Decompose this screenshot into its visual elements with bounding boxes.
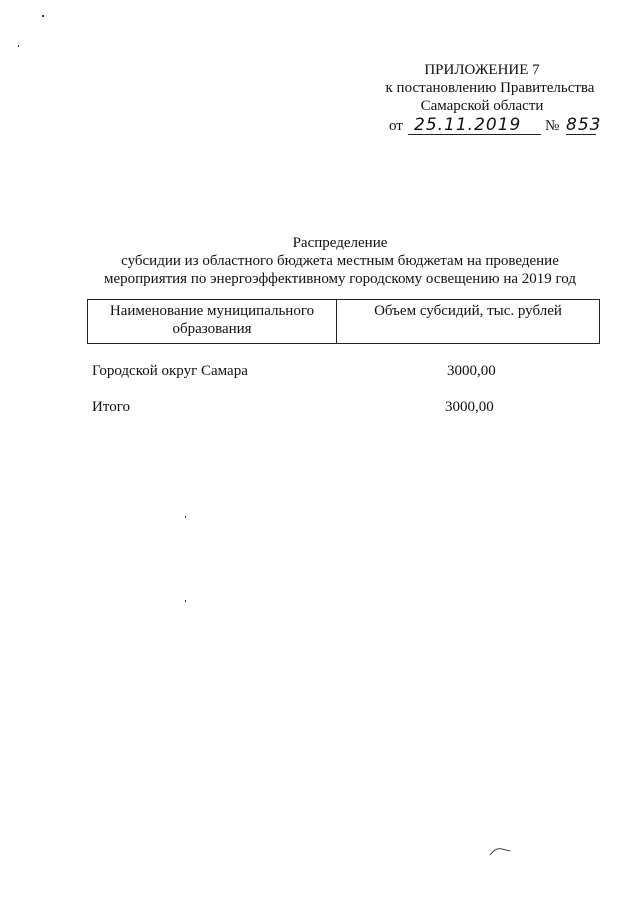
pen-mark	[488, 845, 512, 857]
column-header-line1: Наименование муниципального	[109, 303, 315, 319]
title-line1: Распределение	[292, 235, 388, 251]
column-header-municipality	[88, 300, 337, 344]
appendix-line3: Самарской области	[420, 98, 544, 114]
appendix-number: ПРИЛОЖЕНИЕ 7	[424, 62, 540, 78]
row-amount: 3000,00	[447, 363, 496, 379]
title-line2: субсидии из областного бюджета местным бюджетам на проведение	[121, 253, 559, 269]
number-prefix: №	[545, 118, 560, 134]
scan-speck	[42, 15, 44, 17]
column-header-amount: Объем субсидий, тыс. рублей	[337, 300, 600, 344]
total-amount: 3000,00	[445, 399, 494, 415]
handwritten-number: 853	[566, 115, 602, 135]
total-label: Итого	[92, 399, 130, 415]
scan-speck	[185, 516, 186, 518]
column-header-line2: образования	[172, 321, 252, 337]
scan-speck	[185, 600, 186, 602]
scan-speck	[18, 45, 19, 47]
subsidy-table-header	[87, 299, 600, 344]
handwritten-date: 25.11.2019	[414, 115, 522, 135]
row-municipality: Городской округ Самара	[92, 363, 248, 379]
appendix-line2: к постановлению Правительства	[385, 80, 595, 96]
date-prefix: от	[389, 118, 403, 134]
title-line3: мероприятия по энергоэффективному городскому освещению на 2019 год	[104, 271, 576, 287]
